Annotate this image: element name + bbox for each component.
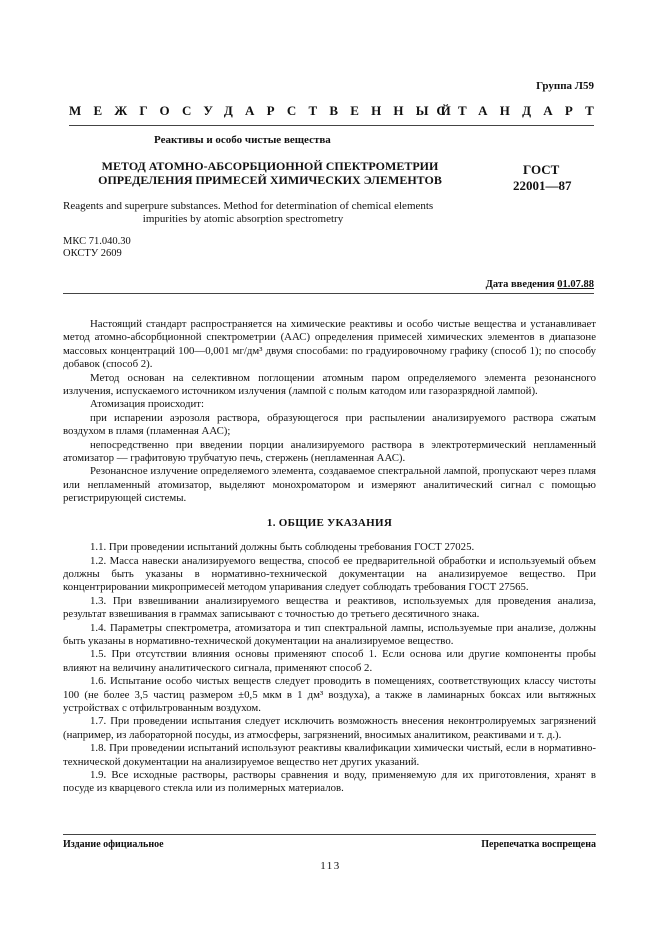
english-title — [63, 200, 463, 226]
document-subtitle: Реактивы и особо чистые вещества — [154, 134, 331, 146]
title-line-1: МЕТОД АТОМНО-АБСОРБЦИОННОЙ СПЕКТРОМЕТРИИ — [101, 159, 439, 173]
section-item: 1.7. При проведении испытания следует исключить возможность внесения неконтролируемых загрязнений (например, из лабораторной посуды, из атмосферы, загрязнений, вносимых аналитиком, реактивами и т. д.). — [63, 715, 596, 741]
classification-codes — [63, 236, 131, 260]
date-divider — [63, 293, 594, 294]
title-line-2: ОПРЕДЕЛЕНИЯ ПРИМЕСЕЙ ХИМИЧЕСКИХ ЭЛЕМЕНТОВ — [98, 173, 442, 187]
section-heading: 1. ОБЩИЕ УКАЗАНИЯ — [266, 516, 393, 529]
gost-number — [513, 162, 572, 194]
okstu-code: ОКСТУ 2609 — [63, 248, 122, 259]
top-divider — [69, 125, 594, 126]
section-item: 1.5. При отсутствии влияния основы применяют способ 1. Если основа или другие компоненты пробы влияют на величину аналитического сигнала, применяют способ 2. — [63, 648, 596, 674]
section-item: 1.4. Параметры спектрометра, атомизатора и тип спектральной лампы, используемые при анализе, должны быть указаны в нормативно-технической документации на анализируемое вещество. — [63, 621, 596, 647]
section-item: 1.6. Испытание особо чистых веществ следует проводить в помещениях, соответствующих классу чистоты 100 (не более 3,5 частиц размером ±0,5 мкм в 1 дм³ воздуха), а также в ламинарных боксах или вытяжных устройствах с отфильтрованным воздухом. — [63, 675, 596, 714]
section-item: 1.1. При проведении испытаний должны быть соблюдены требования ГОСТ 27025. — [90, 541, 475, 554]
footer-divider — [63, 834, 596, 835]
english-title-line-1: Reagents and superpure substances. Method for determination of chemical elements — [63, 200, 434, 212]
intro-date-value: 01.07.88 — [557, 279, 594, 290]
intro-paragraph: Резонансное излучение определяемого элемента, создаваемое спектральной лампой, пропускают через пламя или непламенный атомизатор, выделяют монохроматором и измеряют аналитический сигнал с помощью регистрирующей системы. — [63, 465, 596, 505]
standard-banner — [69, 103, 606, 119]
section-item: 1.2. Масса навески анализируемого вещества, способ ее предварительной обработки и используемый объем должны быть указаны в нормативно-технической документации на анализируемое вещество. При концентрировании микропримесей методом упаривания следует соблюдать требования ГОСТ 27565. — [63, 554, 596, 594]
intro-paragraph: непосредственно при введении порции анализируемого раствора в электротермический непламенный атомизатор — графитовую трубчатую печь, стержень (непламенная ААС). — [63, 438, 596, 465]
group-code: Группа Л59 — [536, 80, 594, 92]
gost-label: ГОСТ — [523, 162, 560, 177]
banner-interstate: МЕЖГОСУДАРСТВЕННЫЙ — [69, 103, 463, 118]
banner-standard: СТАНДАРТ — [436, 103, 606, 118]
intro-date — [486, 279, 594, 290]
page-number: 113 — [320, 860, 341, 872]
mks-code: МКС 71.040.30 — [63, 236, 131, 247]
section-item: 1.3. При взвешивании анализируемого вещества и реактивов, используемых для проведения анализа, результат взвешивания в граммах записывают с точностью до третьего десятичного знака. — [63, 594, 596, 621]
section-item: 1.8. При проведении испытаний используют реактивы квалификации химически чистый, если в нормативно-технической документации на анализируемое вещество нет других указаний. — [63, 742, 596, 768]
intro-paragraph: Метод основан на селективном поглощении атомным паром определяемого элемента резонансного излучения, испускаемого источником излучения (лампой с полым катодом или газоразрядной лампой). — [63, 371, 596, 398]
english-title-line-2: impurities by atomic absorption spectrometry — [142, 213, 344, 225]
intro-paragraph: при испарении аэрозоля раствора, образующегося при распылении анализируемого раствора сжатым воздухом в пламя (пламенная ААС); — [63, 411, 596, 438]
gost-code: 22001—87 — [513, 178, 572, 193]
body-text — [63, 318, 596, 796]
intro-date-label: Дата введения — [485, 279, 555, 290]
reprint-prohibited-note: Перепечатка воспрещена — [481, 839, 596, 850]
intro-paragraph: Атомизация происходит: — [90, 398, 204, 411]
document-title — [75, 159, 465, 187]
official-edition-note: Издание официальное — [63, 839, 164, 850]
section-item: 1.9. Все исходные растворы, растворы сравнения и воду, применяемую для их приготовления, хранят в посуде из кварцевого стекла или из полимерных материалов. — [63, 769, 596, 795]
intro-paragraph: Настоящий стандарт распространяется на химические реактивы и особо чистые вещества и устанавливает метод атомно-абсорбционной спектрометрии (ААС) определения примесей химических элементов в диапазоне массовых концентраций 100—0,001 мг/дм³ двумя способами: по градуировочному графику (способ 1); по способу добавок (способ 2). — [63, 318, 596, 371]
